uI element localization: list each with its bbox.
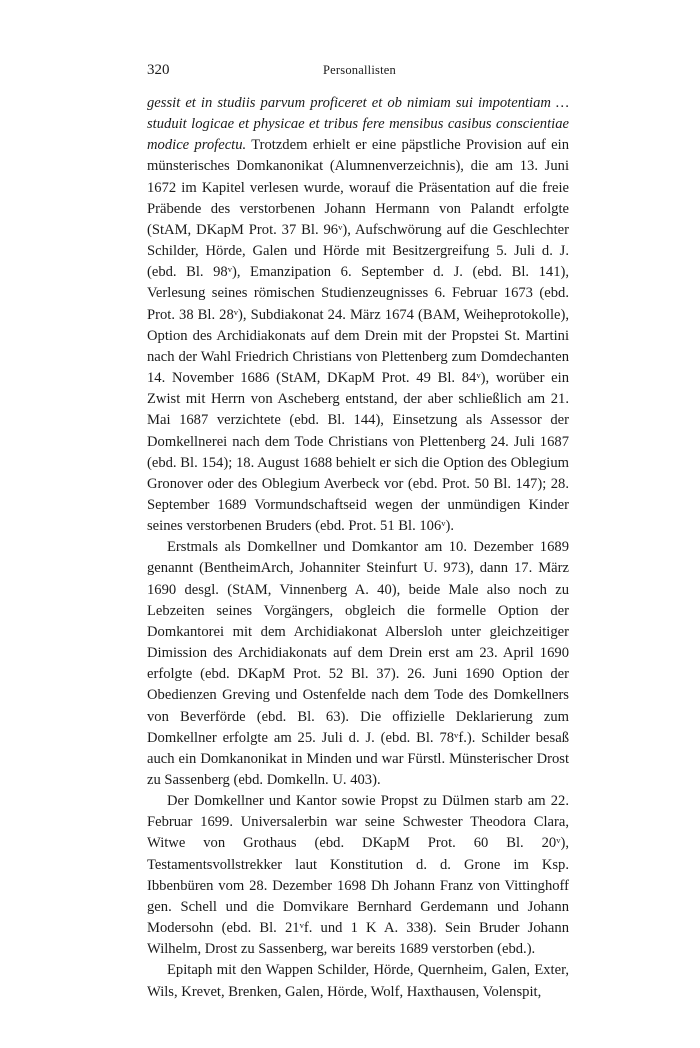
- page-number: 320: [147, 62, 170, 78]
- running-title: Personallisten: [323, 63, 396, 77]
- paragraph-1: [147, 93, 569, 537]
- paragraph-3-text: Der Domkellner und Kantor sowie Propst zu Dülmen starb am 22. Februar 1699. Universalerbin war seine Schwester Theodora Clara, Witwe von Grothaus (ebd. DKapM Prot. 60 Bl. 20ᵛ), Testamentsvollstrekker laut Konstitution d. d. Grone im Ksp. Ibbenbüren vom 28. Dezember 1698 Dh Johann Franz von Vittinghoff gen. Schell und die Domvikare Bernhard Gerdemann und Johann Modersohn (ebd. Bl. 21ᵛf. und 1 K A. 338). Sein Bruder Johann Wilhelm, Drost zu Sassenberg, war bereits 1689 verstorben (ebd.).: [147, 793, 569, 958]
- paragraph-4-text: Epitaph mit den Wappen Schilder, Hörde, Quernheim, Galen, Exter, Wils, Krevet, Brenken, Galen, Hörde, Wolf, Haxthausen, Volenspit,: [147, 962, 569, 1000]
- paragraph-2-text: Erstmals als Domkellner und Domkantor am 10. Dezember 1689 genannt (BentheimArch, Johanniter Steinfurt U. 973), dann 17. März 1690 desgl. (StAM, Vinnenberg A. 40), beide Male also noch zu Lebzeiten seines Vorgängers, obgleich die formelle Option der Domkantorei mit dem Archidiakonat Albersloh unter gleichzeitiger Dimission des Archidiakonats auf dem Drein erst am 23. April 1690 erfolgte (ebd. DKapM Prot. 52 Bl. 37). 26. Juni 1690 Option der Obedienzen Greving und Ostenfelde nach dem Tode des Domkellners von Beverförde (ebd. Bl. 63). Die offizielle Deklarierung zum Domkellner erfolgte am 25. Juli d. J. (ebd. Bl. 78ᵛf.). Schilder besaß auch ein Domkanonikat in Minden und war Fürstl. Münsterischer Drost zu Sassenberg (ebd. Domkelln. U. 403).: [147, 539, 569, 788]
- paragraph-2: [147, 537, 569, 791]
- page-header: [147, 60, 572, 80]
- paragraph-3: [147, 791, 569, 960]
- latin-quotation: gessit et in studiis parvum proficeret et ob nimiam sui impotentiam … studuit logicae et physicae et tribus fere mensibus casibus conscientiae modice profectu.: [147, 95, 569, 154]
- paragraph-4: [147, 960, 569, 1002]
- body-text: [147, 93, 569, 1003]
- paragraph-1-text: Trotzdem erhielt er eine päpstliche Provision auf ein münsterisches Domkanonikat (Alumnenverzeichnis), die am 13. Juni 1672 im Kapitel verlesen wurde, worauf die Präsentation auf die freie Präbende des verstorbenen Johann Hermann von Palandt erfolgte (StAM, DKapM Prot. 37 Bl. 96ᵛ), Aufschwörung auf die Geschlechter Schilder, Hörde, Galen und Hörde mit Besitzergreifung 5. Juli d. J. (ebd. Bl. 98ᵛ), Emanzipation 6. September d. J. (ebd. Bl. 141), Verlesung seines römischen Studienzeugnisses 6. Februar 1673 (ebd. Prot. 38 Bl. 28ᵛ), Subdiakonat 24. März 1674 (BAM, Weiheprotokolle), Option des Archidiakonats auf dem Drein mit der Propstei St. Martini nach der Wahl Friedrich Christians von Plettenberg zum Domdechanten 14. November 1686 (StAM, DKapM Prot. 49 Bl. 84ᵛ), worüber ein Zwist mit Herrn von Ascheberg entstand, der aber schließlich am 21. Mai 1687 verzichtete (ebd. Bl. 144), Einsetzung als Assessor der Domkellnerei nach dem Tode Christians von Plettenberg 24. Juli 1687 (ebd. Bl. 154); 18. August 1688 behielt er sich die Option des Oblegium Gronover oder des Oblegium Averbeck vor (ebd. Prot. 50 Bl. 147); 28. September 1689 Vormundschaftseid wegen der unmündigen Kinder seines verstorbenen Bruders (ebd. Prot. 51 Bl. 106ᵛ).: [147, 137, 569, 535]
